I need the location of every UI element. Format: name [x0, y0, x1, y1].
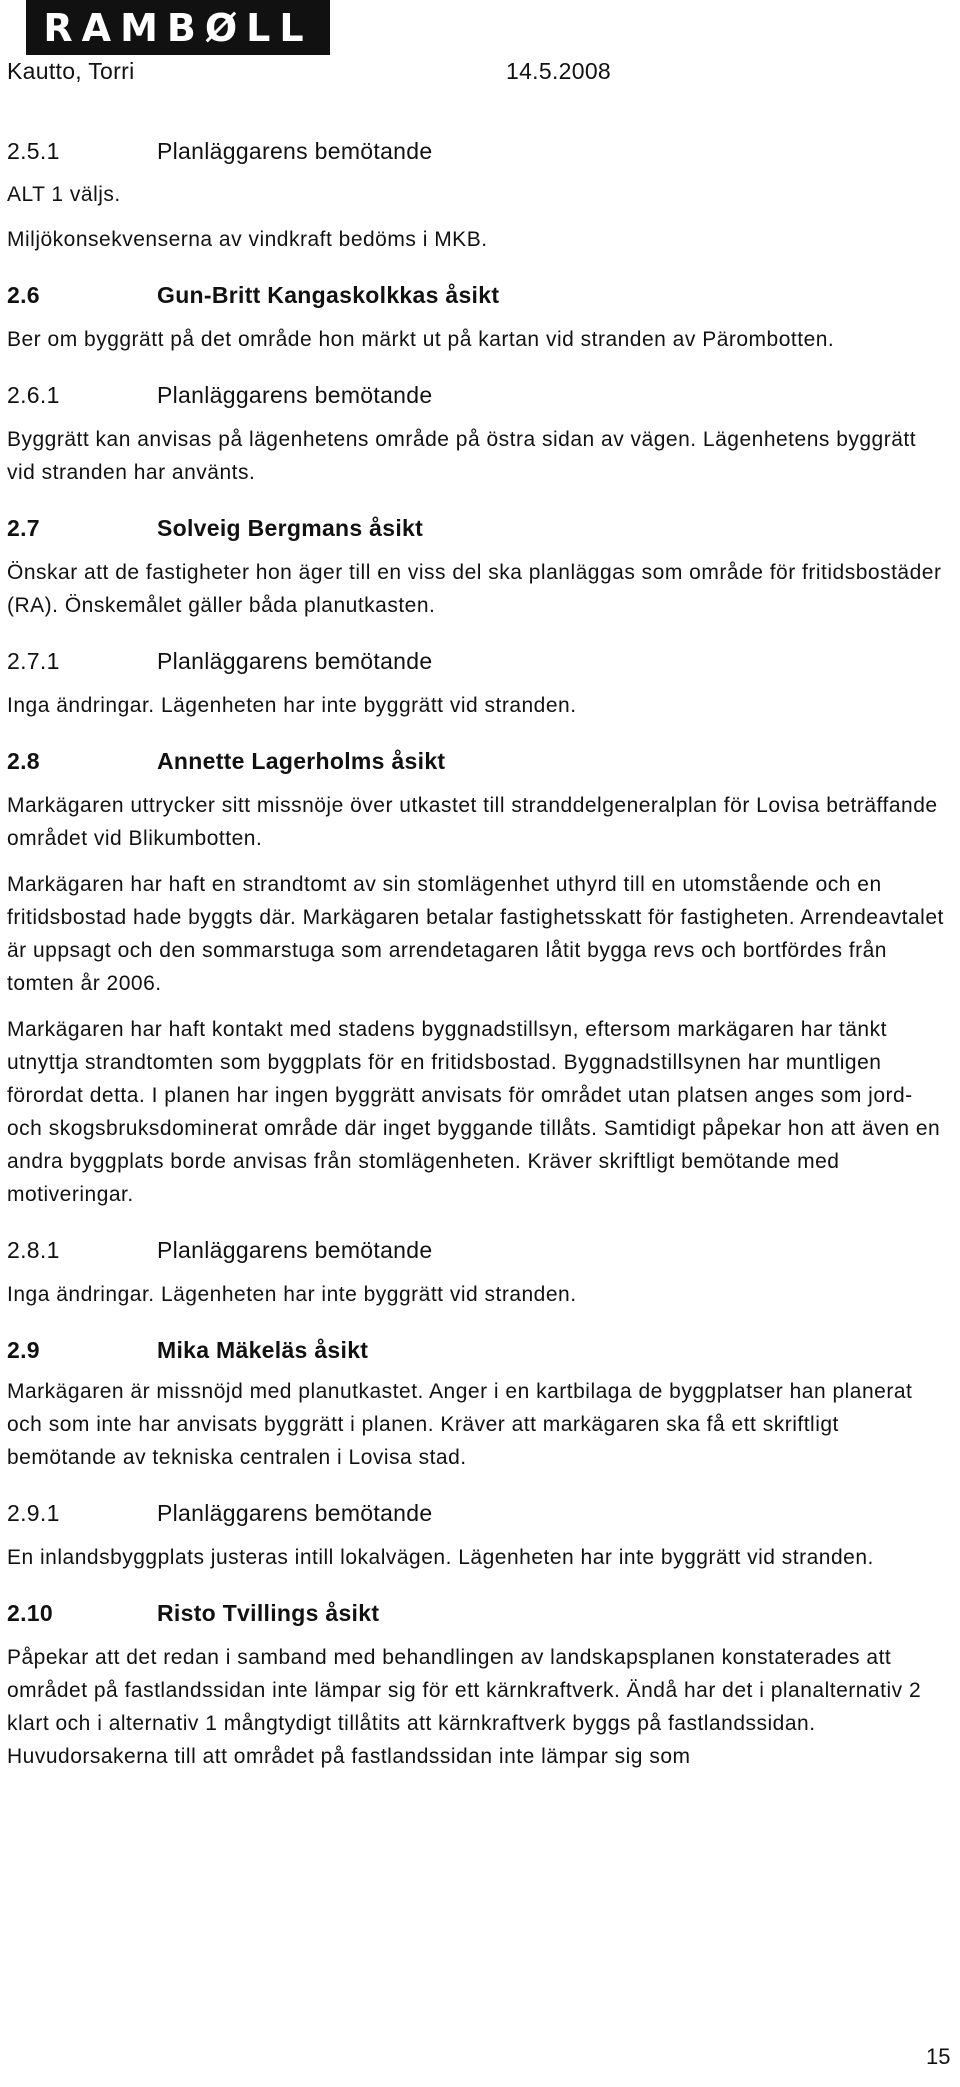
- paragraph: Inga ändringar. Lägenheten har inte byggrätt vid stranden.: [7, 1283, 577, 1306]
- ramboll-logo: [26, 0, 330, 55]
- section-number: 2.10: [7, 1600, 53, 1626]
- section-heading: [7, 646, 949, 676]
- header-date: 14.5.2008: [506, 58, 612, 84]
- section-heading: [7, 746, 949, 776]
- paragraph: Markägaren är missnöjd med planutkastet. Anger i en kartbilaga de byggplatser han planerat och som inte har anvisats byggrätt i planen. Kräver att markägaren ska få ett skriftligt bemötande av tekniska centralen i Lovisa stad.: [7, 1380, 913, 1469]
- paragraph: Byggrätt kan anvisas på lägenhetens område på östra sidan av vägen. Lägenhetens byggrätt vid stranden har använts.: [7, 428, 917, 484]
- section-number: 2.8: [7, 748, 40, 774]
- header-author: Kautto, Torri: [7, 58, 135, 84]
- section-heading: [7, 1235, 949, 1265]
- section-number: 2.7.1: [7, 648, 60, 674]
- paragraph: Önskar att de fastigheter hon äger till en viss del ska planläggas som område för fritidsbostäder (RA). Önskemålet gäller båda planutkasten.: [7, 561, 942, 617]
- paragraph: ALT 1 väljs.: [7, 183, 121, 206]
- paragraph: Ber om byggrätt på det område hon märkt ut på kartan vid stranden av Pärombotten.: [7, 328, 835, 351]
- section-heading: [7, 136, 949, 166]
- paragraph: Markägaren har haft kontakt med stadens byggnadstillsyn, eftersom markägaren har tänkt utnyttja strandtomten som byggplats för en fritidsbostad. Byggnadstillsynen har muntligen förordat detta. I planen har ingen byggrätt anvisats för området utan platsen anges som jord- och skogsbruksdominerat område där inget byggande tillåts. Samtidigt påpekar hon att även en andra byggplats borde anvisas från stomlägenheten. Kräver skriftligt bemötande med motiveringar.: [7, 1018, 941, 1206]
- paragraph: Miljökonsekvenserna av vindkraft bedöms i MKB.: [7, 228, 488, 251]
- section-title: Gun-Britt Kangaskolkkas åsikt: [157, 282, 500, 308]
- section-title: Solveig Bergmans åsikt: [157, 515, 424, 541]
- section-title: Mika Mäkeläs åsikt: [157, 1337, 369, 1363]
- section-number: 2.9.1: [7, 1500, 60, 1526]
- section-title: Planläggarens bemötande: [157, 382, 433, 408]
- paragraph: Inga ändringar. Lägenheten har inte byggrätt vid stranden.: [7, 694, 577, 717]
- paragraph: Markägaren har haft en strandtomt av sin stomlägenhet uthyrd till en utomstående och en fritidsbostad hade byggts där. Markägaren betalar fastighetsskatt för fastigheten. Arrendeavtalet är uppsagt och den sommarstuga som arrendetagaren låtit bygga revs och bortfördes från tomten år 2006.: [7, 873, 944, 995]
- section-title: Risto Tvillings åsikt: [157, 1600, 380, 1626]
- section-heading: [7, 380, 949, 410]
- paragraph: Markägaren uttrycker sitt missnöje över utkastet till stranddelgeneralplan för Lovisa beträffande området vid Blikumbotten.: [7, 794, 938, 850]
- document-body: [7, 136, 949, 1773]
- section-title: Planläggarens bemötande: [157, 1237, 433, 1263]
- section-number: 2.5.1: [7, 138, 60, 164]
- section-title: Annette Lagerholms åsikt: [157, 748, 446, 774]
- section-number: 2.6.1: [7, 382, 60, 408]
- paragraph: En inlandsbyggplats justeras intill lokalvägen. Lägenheten har inte byggrätt vid stranden.: [7, 1546, 874, 1569]
- page-number: 15: [926, 2044, 951, 2069]
- section-number: 2.6: [7, 282, 40, 308]
- logo-bar: [0, 0, 960, 58]
- section-title: Planläggarens bemötande: [157, 648, 433, 674]
- logo-text: RAMBØLL: [43, 5, 313, 50]
- section-title: Planläggarens bemötande: [157, 1500, 433, 1526]
- section-number: 2.8.1: [7, 1237, 60, 1263]
- section-heading: [7, 1335, 949, 1365]
- section-title: Planläggarens bemötande: [157, 138, 433, 164]
- section-heading: [7, 1598, 949, 1628]
- section-heading: [7, 1498, 949, 1528]
- section-number: 2.9: [7, 1337, 40, 1363]
- section-heading: [7, 513, 949, 543]
- section-number: 2.7: [7, 515, 40, 541]
- section-heading: [7, 280, 949, 310]
- paragraph: Påpekar att det redan i samband med behandlingen av landskapsplanen konstaterades att området på fastlandssidan inte lämpar sig för ett kärnkraftverk. Ändå har det i planalternativ 2 klart och i alternativ 1 mångtydigt tillåtits att kärnkraftverk byggs på fastlandssidan. Huvudorsakerna till att området på fastlandssidan inte lämpar sig som: [7, 1646, 922, 1768]
